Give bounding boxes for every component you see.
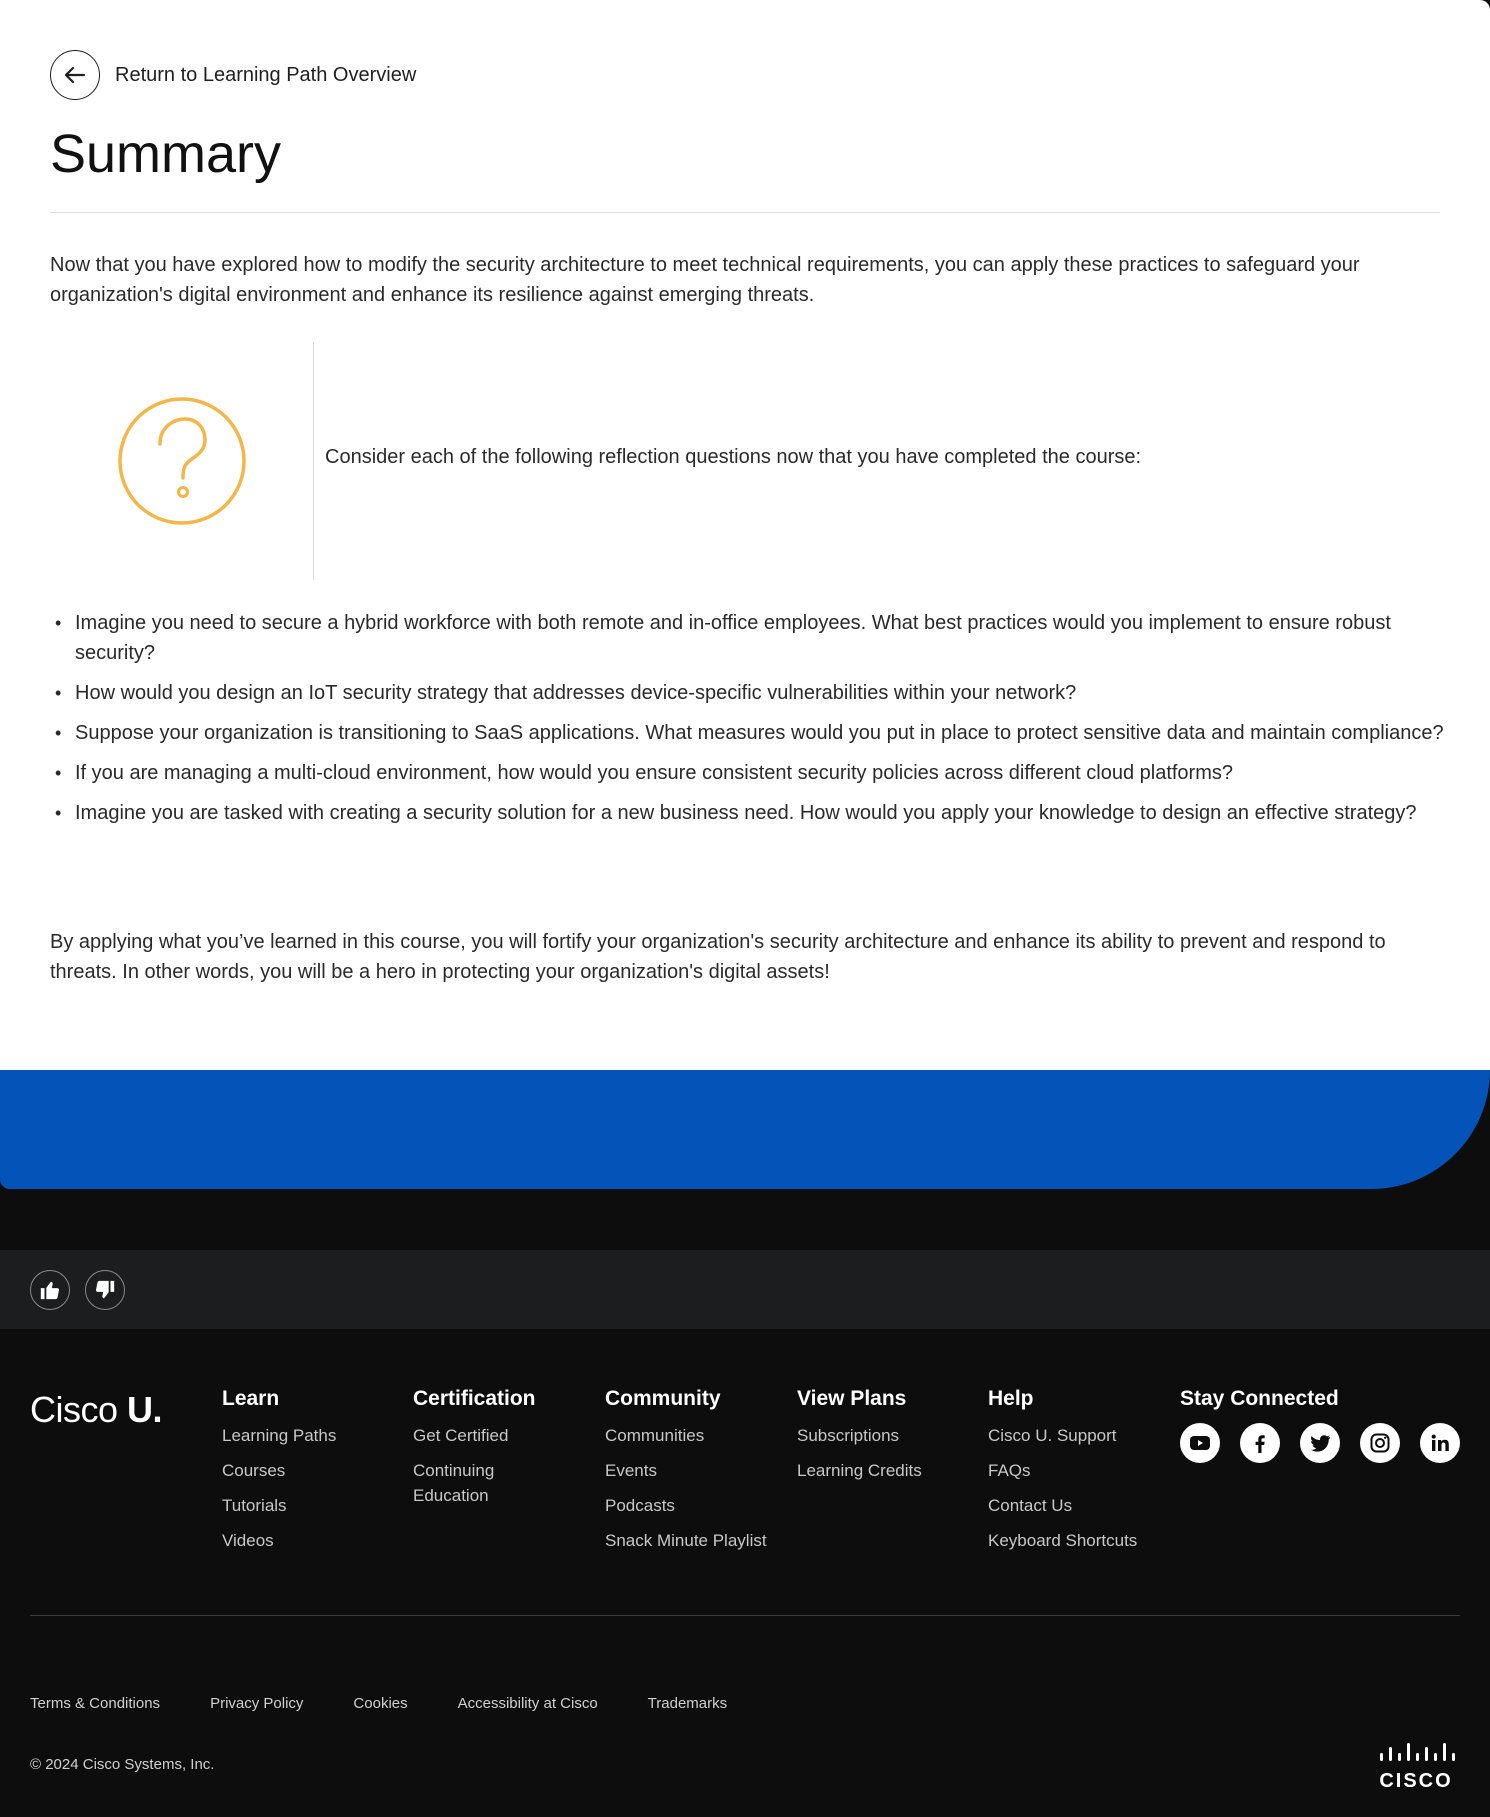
decorative-banner [0,1070,1490,1189]
accessibility-link[interactable]: Accessibility at Cisco [457,1695,598,1712]
footer-link[interactable]: Contact Us [988,1496,1073,1515]
return-link[interactable] [50,50,416,100]
footer-link[interactable]: Learning Paths [222,1426,337,1445]
intro-paragraph: Now that you have explored how to modify the security architecture to meet technical requirements, you can apply these practices to safeguard your organization's digital environment and enhance its resilience against emerging threats. [50,254,1360,306]
youtube-icon[interactable] [1180,1423,1220,1463]
thumbs-down-icon [94,1279,116,1301]
reflection-questions-list [50,608,1450,838]
footer-column-social [1180,1387,1460,1463]
trademarks-link[interactable]: Trademarks [647,1695,728,1712]
twitter-icon[interactable] [1300,1423,1340,1463]
facebook-icon[interactable] [1240,1423,1280,1463]
footer-link[interactable]: Snack Minute Playlist [605,1531,767,1550]
list-item: • Imagine you are tasked with creating a security solution for a new business need. How would you apply your knowledge to design an effective strategy? [50,798,1450,828]
footer-link[interactable]: Get Certified [413,1426,509,1445]
footer-column-certification [413,1387,536,1518]
thumbs-up-button[interactable] [30,1270,70,1310]
footer-heading: Community [605,1387,721,1410]
copyright: © 2024 Cisco Systems, Inc. [30,1756,215,1773]
instagram-icon[interactable] [1360,1423,1400,1463]
site-footer [0,1329,1490,1817]
cisco-bridge-icon [1376,1743,1456,1765]
footer-link[interactable]: Videos [222,1531,274,1550]
footer-link[interactable]: FAQs [988,1461,1031,1480]
feedback-bar [0,1250,1490,1329]
privacy-link[interactable]: Privacy Policy [210,1695,304,1712]
back-arrow-button[interactable] [50,50,100,100]
footer-heading: Stay Connected [1180,1387,1339,1410]
list-item: • If you are managing a multi-cloud environment, how would you ensure consistent security policies across different cloud platforms? [50,758,1450,788]
footer-heading: Learn [222,1387,280,1410]
thumbs-up-icon [39,1279,61,1301]
footer-link[interactable]: Tutorials [222,1496,287,1515]
page-title: Summary [50,124,282,184]
reflection-callout [50,342,1440,580]
list-item: • Suppose your organization is transitioning to SaaS applications. What measures would you put in place to protect sensitive data and maintain compliance? [50,718,1450,748]
arrow-left-icon [64,66,86,84]
legal-links [30,1695,727,1712]
footer-link[interactable]: Keyboard Shortcuts [988,1531,1138,1550]
footer-heading: Certification [413,1387,536,1410]
list-item: • How would you design an IoT security strategy that addresses device-specific vulnerabilities within your network? [50,678,1450,708]
cisco-u-logo[interactable] [30,1389,162,1431]
reflection-prompt: Consider each of the following reflection questions now that you have completed the course: [325,446,1142,468]
cisco-logo[interactable] [1376,1743,1456,1793]
outro-paragraph: By applying what you’ve learned in this course, you will fortify your organization's security architecture and enhance its ability to prevent and respond to threats. In other words, you will be a hero in protecting your organization's digital assets! [50,931,1386,983]
logo-mark: U. [127,1389,163,1430]
footer-heading: Help [988,1387,1034,1410]
cookies-link[interactable]: Cookies [353,1695,408,1712]
footer-link[interactable]: Communities [605,1426,705,1445]
footer-link[interactable]: Cisco U. Support [988,1426,1117,1445]
footer-column-help [988,1387,1137,1563]
terms-link[interactable]: Terms & Conditions [30,1695,161,1712]
footer-heading: View Plans [797,1387,907,1410]
footer-link[interactable]: Continuing Education [413,1461,495,1505]
reflection-icon-cell [50,342,314,580]
logo-text: Cisco [30,1389,118,1430]
question-mark-icon [117,396,247,526]
cisco-wordmark: CISCO [1379,1770,1453,1792]
footer-link[interactable]: Subscriptions [797,1426,900,1445]
footer-column-view-plans [797,1387,922,1493]
social-links [1180,1423,1460,1463]
footer-link[interactable]: Learning Credits [797,1461,922,1480]
footer-column-community [605,1387,767,1563]
linkedin-icon[interactable] [1420,1423,1460,1463]
thumbs-down-button[interactable] [85,1270,125,1310]
title-divider [50,212,1440,213]
footer-column-learn [222,1387,336,1563]
return-link-label[interactable]: Return to Learning Path Overview [115,63,417,86]
list-item: • Imagine you need to secure a hybrid workforce with both remote and in-office employees. What best practices would you implement to ensure robust security? [50,608,1450,668]
footer-divider [30,1615,1460,1616]
footer-link[interactable]: Events [605,1461,657,1480]
footer-link[interactable]: Courses [222,1461,286,1480]
footer-link[interactable]: Podcasts [605,1496,675,1515]
